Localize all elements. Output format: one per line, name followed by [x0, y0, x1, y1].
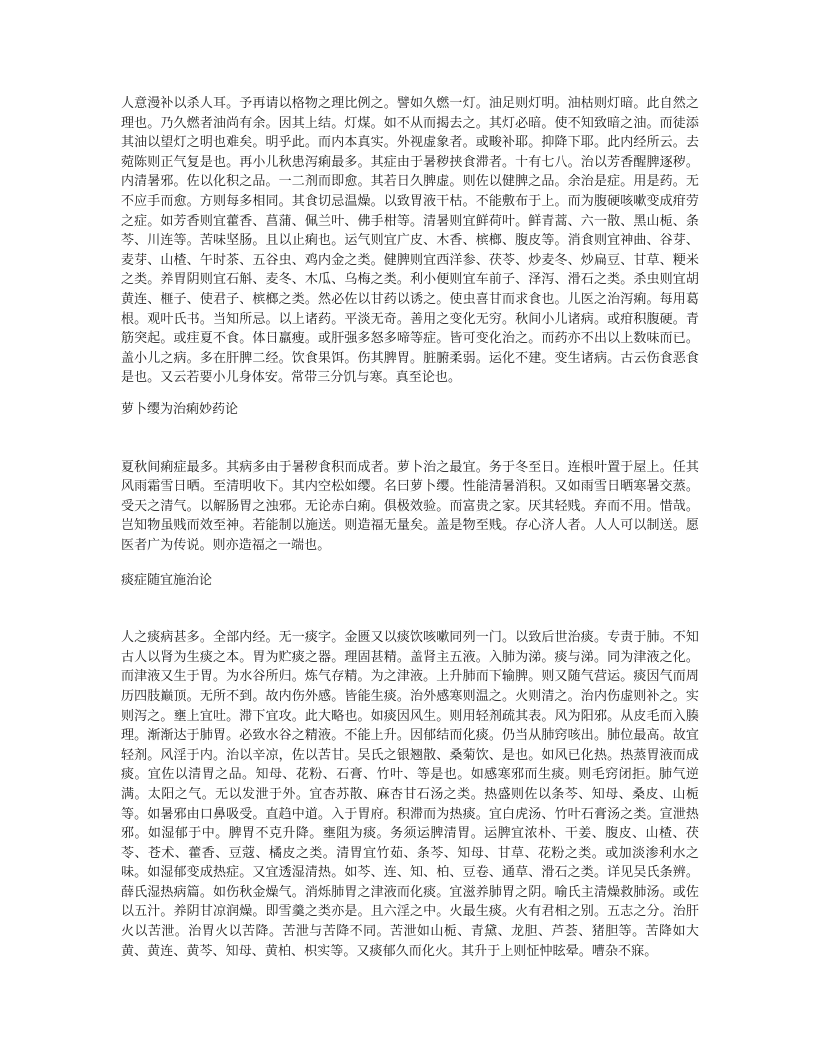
paragraph-radish-leaves: 夏秋间痢症最多。其病多由于暑秽食积而成者。萝卜治之最宜。务于冬至日。连根叶置于屋上。任其风雨霜雪日晒。至清明收下。其内空松如缨。名曰萝卜缨。性能清暑消积。又如雨雪日晒寒暑交蒸。受天之清气。以解肠胃之浊邪。无论赤白痢。俱极效验。而富贵之家。厌其轻贱。弃而不用。惜哉。岂知物虽贱而效至神。若能制以施送。则造福无量矣。盖是物至贱。存心济人者。人人可以制送。愿医者广为传说。则亦造福之一端也。 [121, 459, 699, 553]
section-heading-phlegm-treatment: 痰症随宜施治论 [121, 572, 213, 588]
paragraph-child-diarrhea-treatment: 人意漫补以杀人耳。予再请以格物之理比例之。譬如久燃一灯。油足则灯明。油枯则灯暗。此自然之理也。乃久燃者油尚有余。因其上结。灯煤。如不从而揭去之。其灯必暗。使不知致暗之油。而徒添其油以望灯之明也难矣。明乎此。而内本真实。外视虚象者。或畯补耶。抑降下耶。此内经所云。去菀陈则正气复是也。再小儿秋患泻痢最多。其症由于暑秽挟食滞者。十有七八。治以芳香醒脾逐秽。内清暑邪。佐以化积之品。一二剂而即愈。其若日久脾虚。则佐以健脾之品。余治是症。用是药。无不应手而愈。方则每多相同。其食切忌温燥。以致胃液干枯。不能敷布于上。而为腹硬咳嗽变成疳劳之症。如芳香则宜藿香、菖蒲、佩兰叶、佛手柑等。清暑则宜鲜荷叶。鲜青蒿、六一散、黑山栀、条芩、川连等。苦味坚肠。且以止痢也。运气则宜广皮、木香、槟榔、腹皮等。消食则宜神曲、谷芽、麦芽、山楂、午时茶、五谷虫、鸡内金之类。健脾则宜西洋参、茯苓、炒麦冬、炒扁豆、甘草、粳米之类。养胃阴则宜石斛、麦冬、木瓜、乌梅之类。利小便则宜车前子、泽泻、滑石之类。杀虫则宜胡黄连、榧子、使君子、槟榔之类。然必佐以甘药以诱之。使虫喜甘而求食也。儿医之治泻痢。每用葛根。观叶氏书。当知所忌。以上诸药。平淡无奇。善用之变化无穷。秋间小儿诸病。或疳积腹硬。青筋突起。或疰夏不食。体日羸瘦。或肝强多怒多啼等症。皆可变化治之。而药亦不出以上数味而已。盖小儿之病。多在肝脾二经。饮食果饵。伤其脾胃。脏腑柔弱。运化不建。变生诸病。古云伤食恶食是也。又云若要小儿身体安。常带三分饥与寒。真至论也。 [121, 96, 699, 386]
paragraph-phlegm-treatment: 人之痰病甚多。全部内经。无一痰字。金匮又以痰饮咳嗽同列一门。以致后世治痰。专责于肺。不知古人以肾为生痰之本。胃为贮痰之器。理固甚精。盖肾主五液。入肺为涕。痰与涕。同为津液之化。而津液又生于胃。为水谷所归。炼气存精。为之津液。上升肺而下输脾。则又随气营运。痰因气而周历四肢巅顶。无所不到。故内伤外感。皆能生痰。治外感寒则温之。火则清之。治内伤虚则补之。实则泻之。壅上宜吐。滞下宜攻。此大略也。如痰因风生。则用轻剂疏其表。风为阳邪。从皮毛而入腠理。渐渐达于肺胃。必致水谷之精液。不能上升。因郁结而化痰。仍当从肺窍咳出。肺位最高。故宜轻剂。风淫于内。治以辛凉，佐以苦甘。吴氏之银翘散、桑菊饮、是也。如风已化热。热蒸胃液而成痰。宜佐以清胃之品。知母、花粉、石膏、竹叶、等是也。如感寒邪而生痰。则毛窍闭拒。肺气逆满。太阳之气。无以发泄于外。宜杏苏散、麻杏甘石汤之类。热盛则佐以条芩、知母、桑皮、山栀等。如暑邪由口鼻吸受。直趋中道。入于胃府。积滞而为热痰。宜白虎汤、竹叶石膏汤之类。宣泄热邪。如湿郁于中。脾胃不克升降。壅阻为痰。务须运脾清胃。运脾宜浓朴、干姜、腹皮、山楂、茯苓、苍术、藿香、豆蔻、橘皮之类。清胃宜竹茹、条芩、知母、甘草、花粉之类。或加淡渗利水之味。如湿郁变成热症。又宜透湿清热。如芩、连、知、柏、豆卷、通草、滑石之类。详见吴氏条辨。薛氏湿热病篇。如伤秋金燥气。消烁肺胃之津液而化痰。宜滋养肺胃之阴。喻氏主清燥救肺汤。或佐以五汁。养阴甘凉润燥。即雪羹之类亦是。且六淫之中。火最生痰。火有君相之别。五志之分。治肝火以苦泄。治胃火以苦降。苦泄与苦降不同。苦泄如山栀、青黛、龙胆、芦荟、猪胆等。苦降如大黄、黄连、黄芩、知母、黄柏、枳实等。又痰郁久而化火。其升于上则怔忡眩晕。嘈杂不寐。 [121, 630, 699, 959]
section-heading-radish-leaves: 萝卜缨为治痢妙药论 [121, 402, 239, 417]
document-page [121, 94, 699, 961]
